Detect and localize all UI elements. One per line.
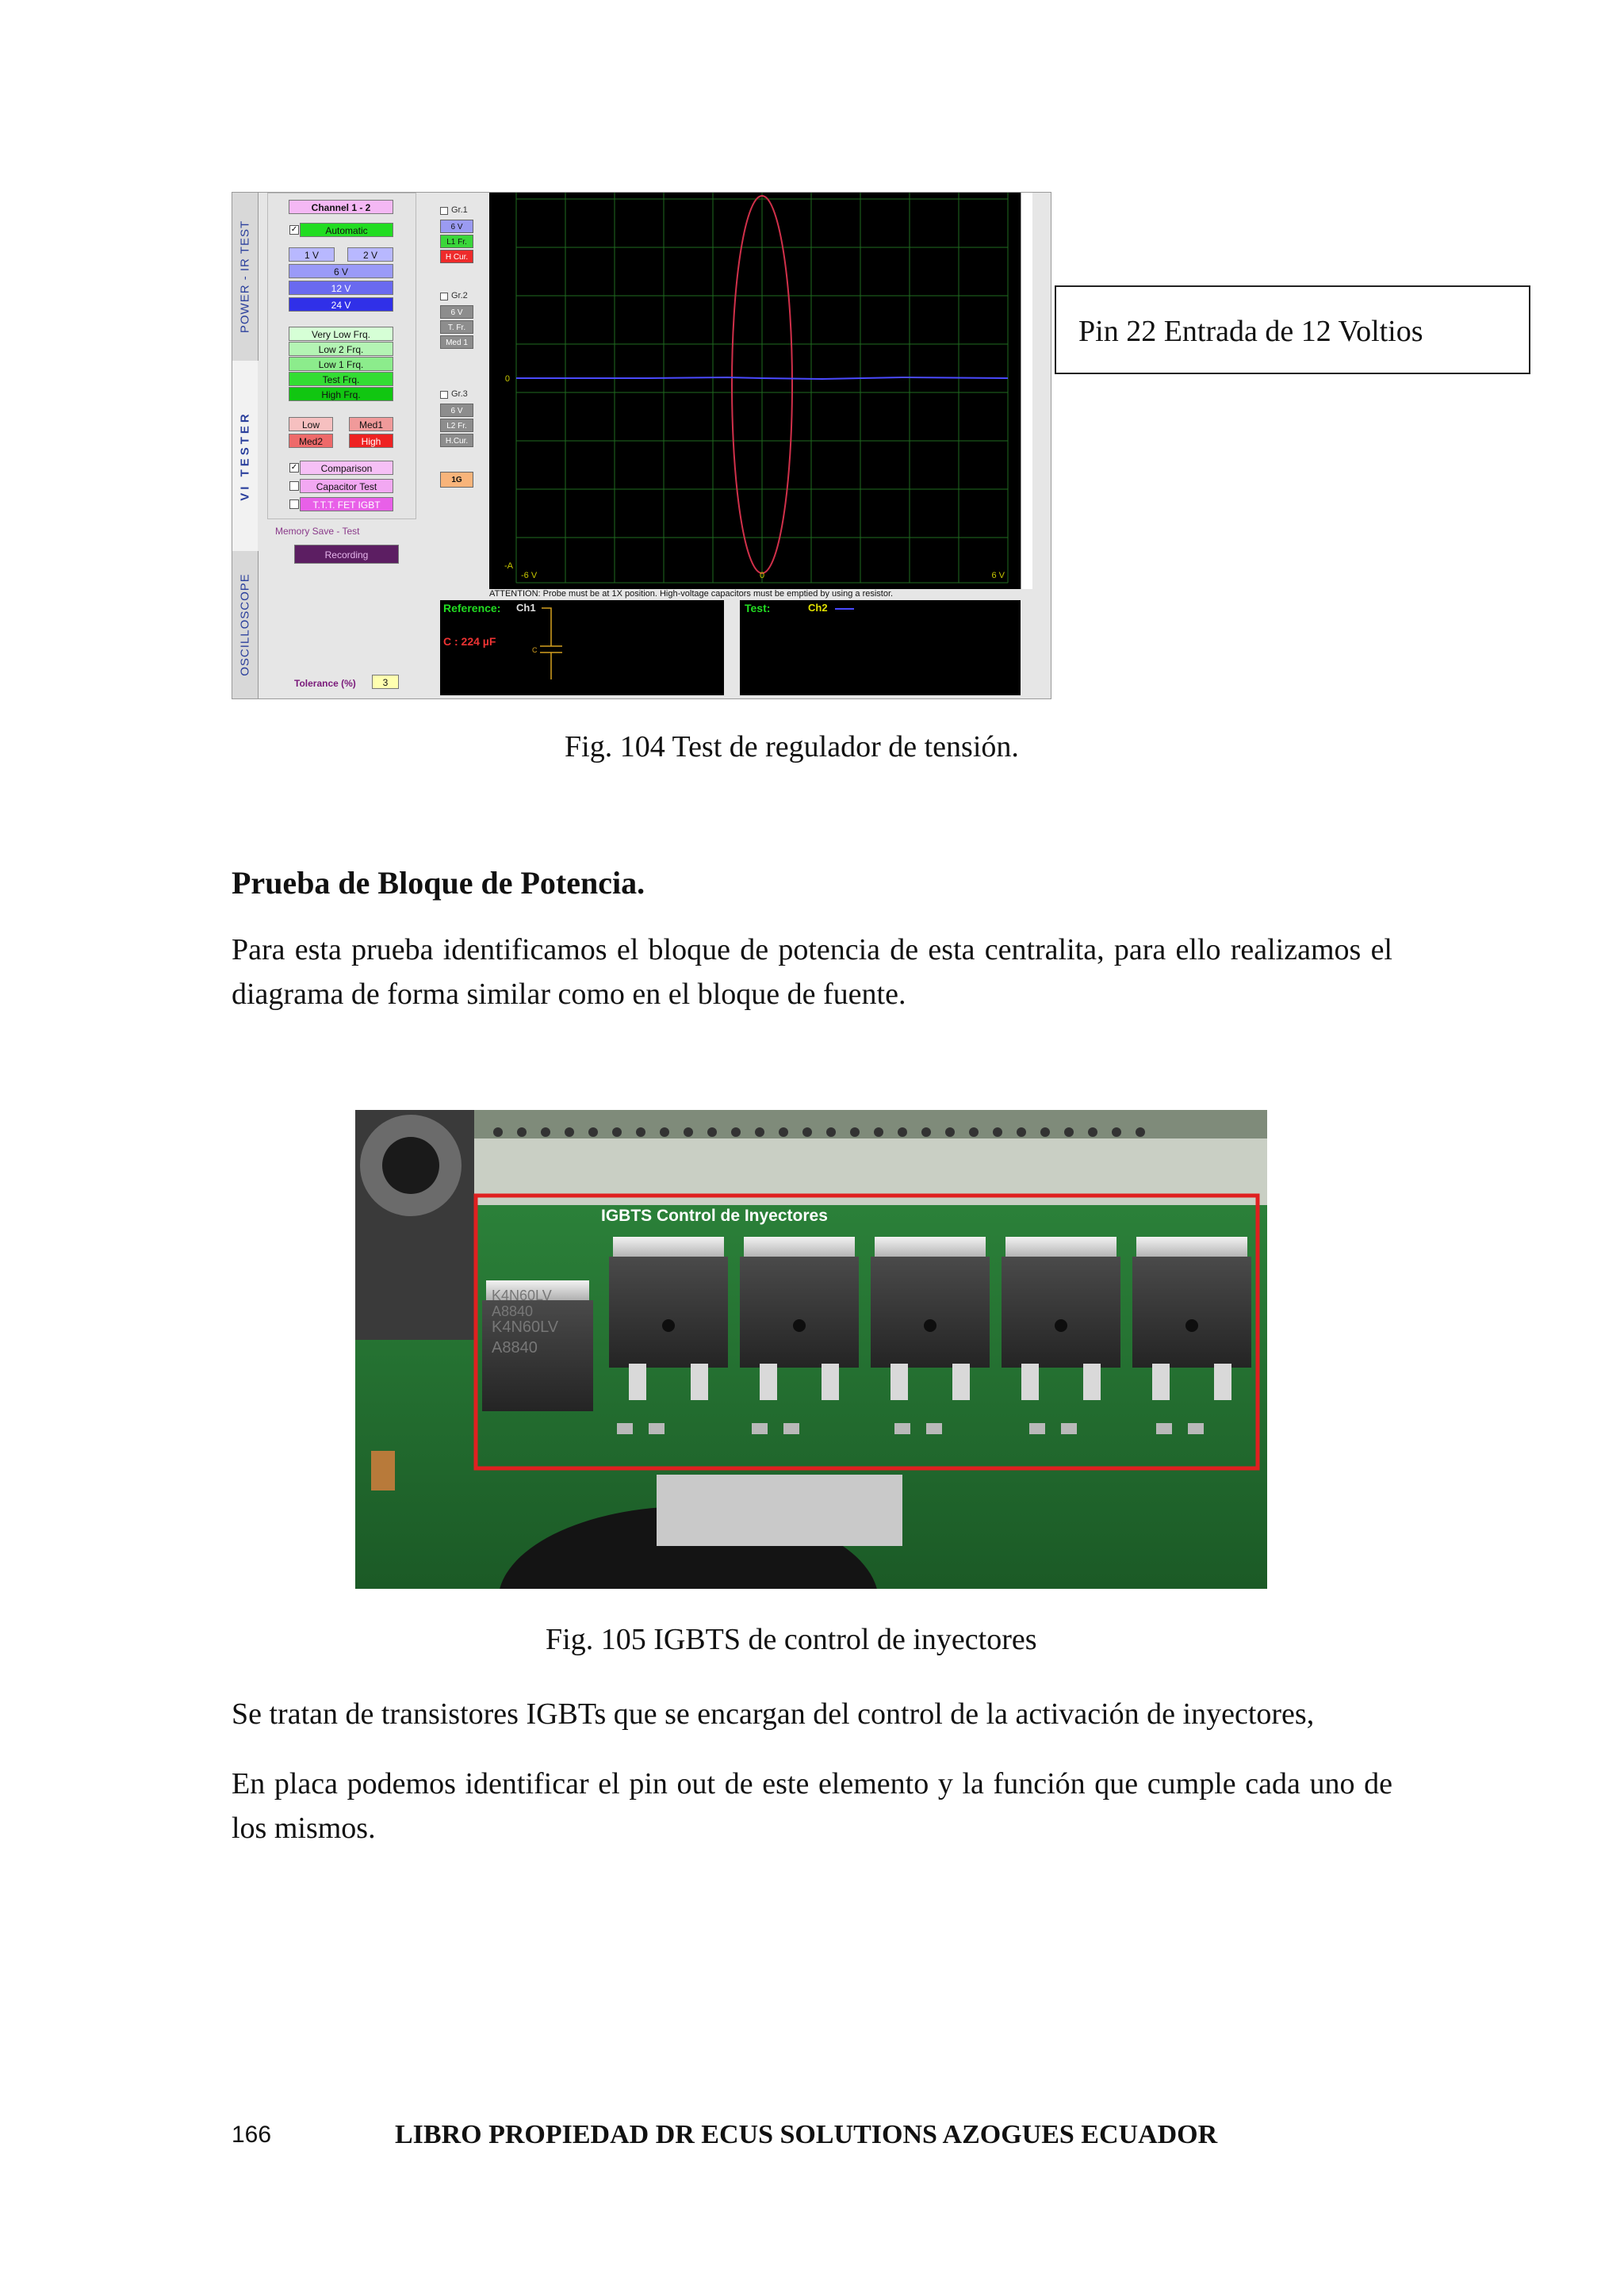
test-label: Test:	[745, 602, 771, 614]
capacitor-symbol-icon	[535, 607, 575, 686]
comparison-checkbox[interactable]: ✓	[290, 463, 298, 472]
section-heading: Prueba de Bloque de Potencia.	[232, 865, 645, 901]
freq-test-button[interactable]: Test Frq.	[289, 372, 393, 386]
axis-zero-label: 0	[504, 374, 510, 384]
group3-label: Gr.3	[451, 389, 468, 399]
pin22-callout: Pin 22 Entrada de 12 Voltios	[1055, 285, 1530, 374]
group3-freq[interactable]: L2 Fr.	[440, 419, 473, 432]
capacitance-value: C : 224 µF	[443, 635, 496, 648]
channel-button[interactable]: Channel 1 - 2	[289, 200, 393, 214]
range-12v-button[interactable]: 12 V	[289, 281, 393, 295]
tab-oscilloscope[interactable]: OSCILLOSCOPE	[232, 551, 259, 698]
vi-curve-plot	[489, 193, 1021, 589]
group3-checkbox[interactable]	[440, 391, 448, 399]
range-1v-button[interactable]: 1 V	[289, 247, 335, 262]
chip-text-line1: K4N60LV	[492, 1318, 559, 1336]
group3-current[interactable]: H.Cur.	[440, 434, 473, 447]
tolerance-label: Tolerance (%)	[294, 678, 356, 689]
reference-label: Reference:	[443, 602, 501, 614]
recording-button[interactable]: Recording	[294, 545, 399, 564]
group1-checkbox[interactable]	[440, 207, 448, 215]
freq-very-low-button[interactable]: Very Low Frq.	[289, 327, 393, 341]
fet-igbt-button[interactable]: T.T.T. FET IGBT	[300, 497, 393, 511]
paragraph-2: Se tratan de transistores IGBTs que se encargan del control de la activación de inyectores,	[232, 1697, 1315, 1731]
capacitor-mark: C	[532, 646, 538, 654]
group3-range[interactable]: 6 V	[440, 404, 473, 417]
range-24v-button[interactable]: 24 V	[289, 297, 393, 312]
igbt-pcb-photo	[355, 1110, 1267, 1589]
level-low-button[interactable]: Low	[289, 417, 333, 431]
figure-104-caption: Fig. 104 Test de regulador de tensión.	[565, 730, 1019, 763]
group2-freq[interactable]: T. Fr.	[440, 320, 473, 334]
one-g-button[interactable]: 1G	[440, 472, 473, 488]
comparison-button[interactable]: Comparison	[300, 461, 393, 475]
axis-xmin-label: -6 V	[521, 571, 538, 580]
test-panel	[740, 600, 1021, 695]
automatic-checkbox[interactable]: ✓	[290, 225, 298, 234]
tab-power-ir-test[interactable]: POWER - IR TEST	[232, 193, 259, 361]
test-trace	[516, 377, 1008, 379]
group1-label: Gr.1	[451, 205, 468, 215]
paragraph-3: En placa podemos identificar el pin out de este elemento y la función que cumple cada uno de los mismos.	[232, 1767, 1392, 1845]
level-med2-button[interactable]: Med2	[289, 434, 333, 448]
ch2-line	[835, 608, 854, 610]
axis-xzero-label: 0	[759, 571, 765, 580]
freq-low2-button[interactable]: Low 2 Frq.	[289, 342, 393, 356]
axis-neg-a-label: -A	[504, 561, 513, 571]
vi-tester-screenshot	[232, 192, 1051, 699]
freq-low1-button[interactable]: Low 1 Frq.	[289, 357, 393, 371]
group2-current[interactable]: Med 1	[440, 335, 473, 349]
group2-range[interactable]: 6 V	[440, 305, 473, 319]
capacitor-test-button[interactable]: Capacitor Test	[300, 479, 393, 493]
ch1-label: Ch1	[516, 602, 536, 614]
page-number: 166	[232, 2122, 272, 2148]
freq-high-button[interactable]: High Frq.	[289, 387, 393, 401]
group2-label: Gr.2	[451, 291, 468, 300]
igbt-label: IGBTS Control de Inyectores	[601, 1207, 828, 1225]
vi-curve-screen	[489, 193, 1021, 589]
fet-igbt-checkbox[interactable]	[289, 499, 299, 509]
paragraph-1: Para esta prueba identificamos el bloque de potencia de esta centralita, para ello realizamos el diagrama de forma similar como en el bloque de fuente.	[232, 933, 1392, 1011]
settings-panel	[267, 193, 416, 519]
group1-current[interactable]: H Cur.	[440, 250, 473, 263]
axis-xmax-label: 6 V	[991, 571, 1005, 580]
capacitor-test-checkbox[interactable]	[289, 481, 299, 491]
reference-panel	[440, 600, 724, 695]
figure-105-caption: Fig. 105 IGBTS de control de inyectores	[546, 1623, 1037, 1656]
group2-checkbox[interactable]	[440, 293, 448, 300]
group1-freq[interactable]: L1 Fr.	[440, 235, 473, 248]
chip-text-line3: K4N60LV	[492, 1288, 552, 1303]
range-2v-button[interactable]: 2 V	[347, 247, 393, 262]
automatic-button[interactable]: Automatic	[300, 223, 393, 237]
tolerance-input[interactable]: 3	[372, 675, 399, 689]
memory-save-label: Memory Save - Test	[275, 526, 360, 537]
level-med1-button[interactable]: Med1	[349, 417, 393, 431]
tab-vi-tester[interactable]: VI TESTER	[232, 361, 258, 551]
screen-scrollbar[interactable]	[1021, 193, 1032, 589]
pcb-illustration	[355, 1110, 1267, 1589]
footer-text: LIBRO PROPIEDAD DR ECUS SOLUTIONS AZOGUES ECUADOR	[395, 2120, 1218, 2149]
range-6v-button[interactable]: 6 V	[289, 264, 393, 278]
group1-range[interactable]: 6 V	[440, 220, 473, 233]
chip-text-line4: A8840	[492, 1303, 534, 1319]
attention-note: ATTENTION: Probe must be at 1X position. High-voltage capacitors must be emptied by using a resistor.	[489, 589, 894, 599]
chip-text-line2: A8840	[492, 1339, 538, 1357]
ch2-label: Ch2	[808, 602, 828, 614]
level-high-button[interactable]: High	[349, 434, 393, 448]
